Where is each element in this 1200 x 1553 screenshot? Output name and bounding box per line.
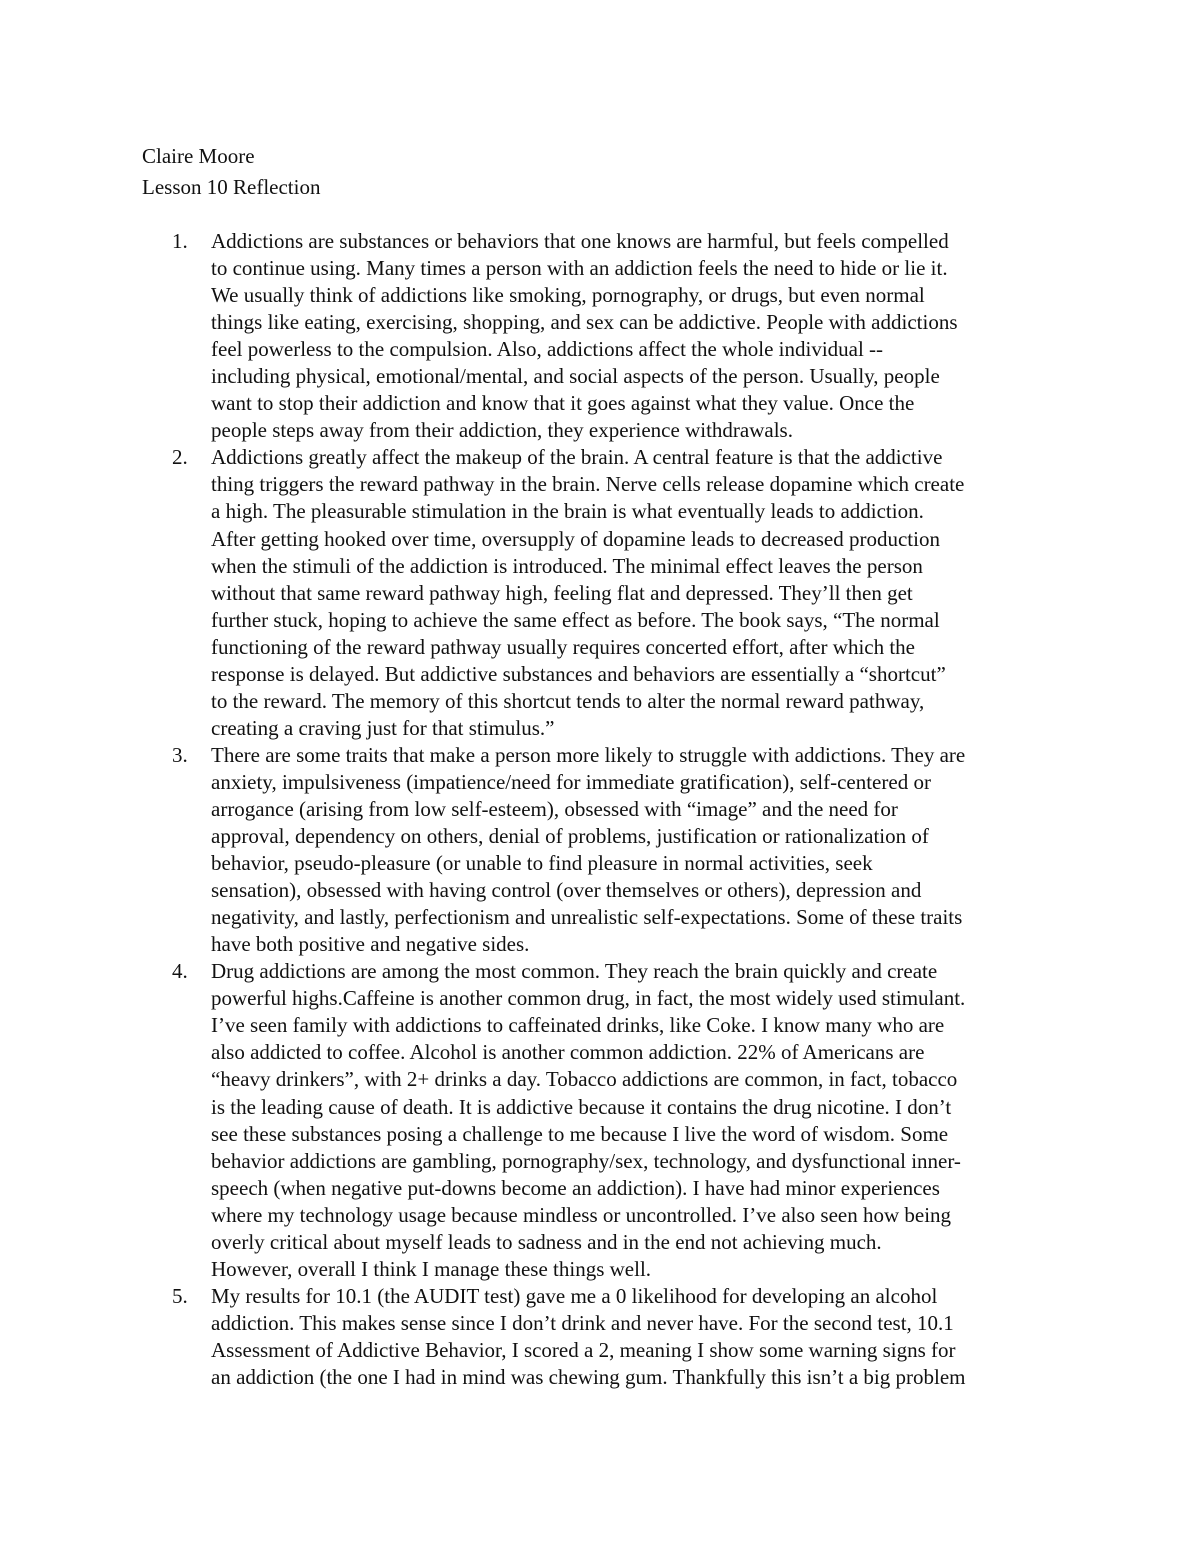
answer-text-line: However, overall I think I manage these things well. bbox=[211, 1256, 652, 1281]
answer-text-line: also addicted to coffee. Alcohol is another common addiction. 22% of Americans are bbox=[211, 1040, 925, 1065]
answer-text-line: where my technology usage because mindless or uncontrolled. I’ve also seen how being bbox=[211, 1202, 952, 1227]
answer-text-line: people steps away from their addiction, they experience withdrawals. bbox=[211, 418, 793, 443]
answer-text-line: powerful highs.Caffeine is another common drug, in fact, the most widely used stimulant. bbox=[211, 986, 966, 1011]
answer-text-line: Addictions are substances or behaviors that one knows are harmful, but feels compelled bbox=[211, 229, 949, 253]
answer-text-line: After getting hooked over time, oversupply of dopamine leads to decreased production bbox=[211, 526, 940, 551]
answer-text-line: thing triggers the reward pathway in the brain. Nerve cells release dopamine which create bbox=[211, 472, 965, 497]
answer-text-line: arrogance (arising from low self-esteem), obsessed with “image” and the need for bbox=[211, 796, 898, 821]
answer-text-line: to the reward. The memory of this shortcut tends to alter the normal reward pathway, bbox=[211, 688, 925, 713]
answer-text-line: Assessment of Addictive Behavior, I scored a 2, meaning I show some warning signs for bbox=[211, 1337, 956, 1362]
answer-item bbox=[0, 444, 966, 742]
answer-item bbox=[0, 1283, 966, 1391]
answer-number: 1. bbox=[172, 229, 188, 253]
answer-text-line: an addiction (the one I had in mind was chewing gum. Thankfully this isn’t a big problem bbox=[211, 1364, 966, 1389]
answer-text-line: addiction. This makes sense since I don’t drink and never have. For the second test, 10.1 bbox=[211, 1310, 954, 1335]
answer-text-line: overly critical about myself leads to sadness and in the end not achieving much. bbox=[211, 1229, 882, 1254]
answer-text-line: behavior addictions are gambling, pornography/sex, technology, and dysfunctional inner- bbox=[211, 1148, 961, 1173]
answer-text-line: see these substances posing a challenge to me because I live the word of wisdom. Some bbox=[211, 1121, 949, 1146]
answer-text-line: sensation), obsessed with having control (over themselves or others), depression and bbox=[211, 878, 922, 903]
answer-text-line: “heavy drinkers”, with 2+ drinks a day. Tobacco addictions are common, in fact, tobacco bbox=[211, 1067, 958, 1092]
answer-text-line: response is delayed. But addictive substances and behaviors are essentially a “shortcut” bbox=[211, 661, 946, 686]
answer-text-line: creating a craving just for that stimulus.” bbox=[211, 715, 555, 740]
answer-number: 2. bbox=[172, 445, 188, 470]
answer-list bbox=[0, 228, 966, 1391]
answer-item bbox=[0, 742, 966, 958]
answer-text-line: Drug addictions are among the most common. They reach the brain quickly and create bbox=[211, 959, 938, 984]
answer-text-line: want to stop their addiction and know that it goes against what they value. Once the bbox=[211, 391, 915, 416]
answer-text-line: have both positive and negative sides. bbox=[211, 932, 530, 957]
assignment-title: Lesson 10 Reflection bbox=[142, 175, 321, 199]
answer-text-line: speech (when negative put-downs become an addiction). I have had minor experiences bbox=[211, 1175, 940, 1200]
answer-text-line: anxiety, impulsiveness (impatience/need for immediate gratification), self-centered or bbox=[211, 769, 931, 794]
answer-number: 5. bbox=[172, 1283, 188, 1308]
answer-item bbox=[0, 958, 966, 1283]
answer-text-line: things like eating, exercising, shopping, and sex can be addictive. People with addictions bbox=[211, 310, 958, 335]
answer-text-line: My results for 10.1 (the AUDIT test) gave me a 0 likelihood for developing an alcohol bbox=[211, 1283, 938, 1308]
answer-text-line: without that same reward pathway high, feeling flat and depressed. They’ll then get bbox=[211, 580, 913, 605]
answer-text-line: I’ve seen family with addictions to caffeinated drinks, like Coke. I know many who are bbox=[211, 1013, 945, 1038]
answer-text-line: feel powerless to the compulsion. Also, addictions affect the whole individual -- bbox=[211, 337, 884, 362]
answer-item bbox=[0, 228, 966, 444]
answer-text-line: to continue using. Many times a person with an addiction feels the need to hide or lie it. bbox=[211, 256, 948, 281]
answer-text-line: approval, dependency on others, denial of problems, justification or rationalization of bbox=[211, 824, 929, 849]
answer-text-line: when the stimuli of the addiction is introduced. The minimal effect leaves the person bbox=[211, 553, 923, 578]
author-name: Claire Moore bbox=[142, 144, 255, 168]
answer-text-line: functioning of the reward pathway usually requires concerted effort, after which the bbox=[211, 634, 916, 659]
answer-text-line: a high. The pleasurable stimulation in the brain is what eventually leads to addiction. bbox=[211, 499, 924, 524]
answer-text-line: including physical, emotional/mental, and social aspects of the person. Usually, people bbox=[211, 364, 940, 389]
answer-text-line: Addictions greatly affect the makeup of the brain. A central feature is that the addictive bbox=[211, 445, 943, 470]
answer-number: 4. bbox=[172, 959, 188, 984]
answer-text-line: further stuck, hoping to achieve the same effect as before. The book says, “The normal bbox=[211, 607, 940, 632]
answer-text-line: is the leading cause of death. It is addictive because it contains the drug nicotine. I don’t bbox=[211, 1094, 952, 1119]
answer-text-line: behavior, pseudo-pleasure (or unable to find pleasure in normal activities, seek bbox=[211, 851, 873, 876]
answer-number: 3. bbox=[172, 742, 188, 767]
answer-text-line: negativity, and lastly, perfectionism and unrealistic self-expectations. Some of these traits bbox=[211, 905, 963, 930]
answer-text-line: There are some traits that make a person more likely to struggle with addictions. They are bbox=[211, 742, 966, 767]
answer-text-line: We usually think of addictions like smoking, pornography, or drugs, but even normal bbox=[211, 283, 925, 308]
